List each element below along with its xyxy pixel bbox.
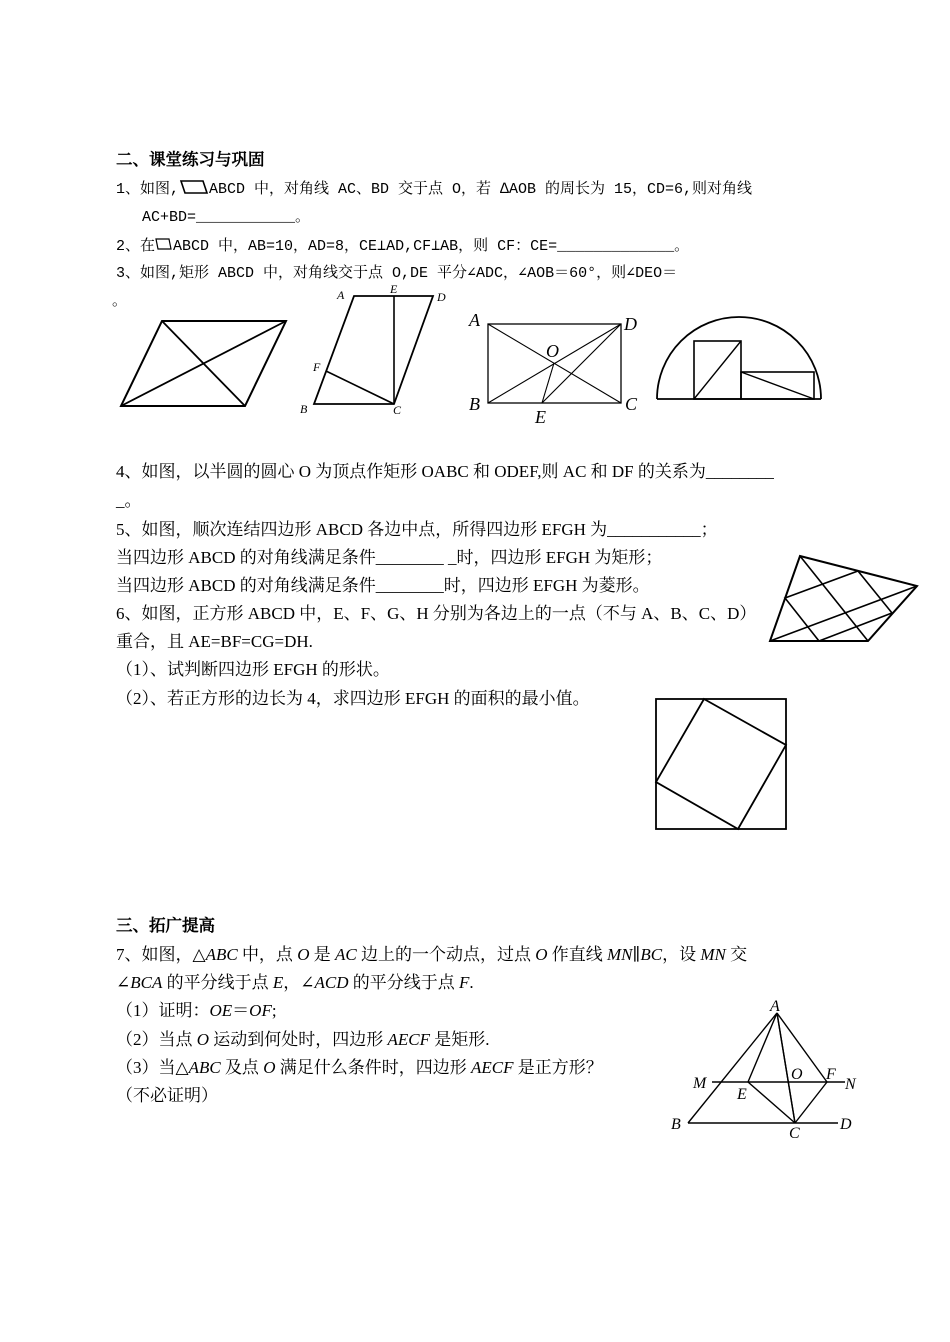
- label-c: C: [393, 403, 402, 417]
- q6-line2: 重合，且 AE=BF=CG=DH.: [116, 632, 313, 651]
- q7-text: 边上的一个动点，过点: [356, 945, 536, 964]
- label-e: E: [390, 282, 398, 296]
- section3-heading: 三、拓广提高: [116, 916, 215, 935]
- q5-line2: 当四边形 ABCD 的对角线满足条件________ _时，四边形 EFGH 为矩形；: [116, 548, 663, 567]
- q7-text: ，∠: [283, 973, 315, 992]
- q6-line4: （2）、若正方形的边长为 4，求四边形 EFGH 的面积的最小值。: [116, 689, 590, 708]
- label-a: A: [770, 998, 780, 1015]
- label-a: A: [337, 288, 345, 302]
- label-d: D: [624, 314, 637, 334]
- label-o: O: [546, 341, 559, 361]
- q7-var-abc: ABC: [205, 945, 238, 964]
- segment-ae: [748, 1013, 777, 1082]
- q7-text: 的平分线于点: [348, 973, 459, 992]
- q7-text: .: [469, 973, 474, 992]
- q1-number: 1、如图,: [116, 181, 180, 198]
- q1-text-a: ABCD 中，对角线 AC、BD 交于点 O，若 ∆AOB 的周长为 15，CD=6,则对角线: [209, 181, 753, 198]
- segment-ce: [748, 1082, 795, 1123]
- q7-text: ＝: [232, 1001, 250, 1020]
- q7-text: （1）证明：: [116, 1001, 210, 1020]
- q7-text: 7、如图，△: [116, 945, 206, 964]
- q7-var-e: E: [272, 973, 284, 992]
- label-c: C: [625, 394, 638, 414]
- label-d: D: [840, 1116, 852, 1133]
- label-o: O: [791, 1066, 803, 1083]
- q7-var-abc: ABC: [188, 1058, 221, 1077]
- q1-line2: AC+BD=___________。: [142, 209, 311, 226]
- q7-text: 交: [725, 945, 748, 964]
- q7-text: 中，点: [237, 945, 298, 964]
- q7-var-acd: ACD: [314, 973, 349, 992]
- q7-text: （2）当点: [116, 1030, 197, 1049]
- label-b: B: [300, 402, 308, 416]
- label-e: E: [535, 407, 546, 427]
- q7-text: 是正方形？: [513, 1058, 603, 1077]
- q7-var-o: O: [196, 1030, 210, 1049]
- q2-text: ABCD 中，AB=10，AD=8，CE⊥AD,CF⊥AB，则 CF：CE=_____________。: [173, 238, 690, 255]
- q7-text: 运动到何处时，四边形: [209, 1030, 388, 1049]
- label-f: F: [826, 1066, 836, 1083]
- q7-text: 及点: [220, 1058, 264, 1077]
- label-m: M: [693, 1075, 707, 1092]
- q7-text: 是矩形.: [430, 1030, 490, 1049]
- label-a: A: [469, 310, 480, 330]
- q7-var-o: O: [297, 945, 310, 964]
- q7-text: ∥: [632, 945, 641, 964]
- q7-text: 满足什么条件时，四边形: [275, 1058, 471, 1077]
- q7-var-bca: BCA: [130, 973, 163, 992]
- q4-line1: 4、如图，以半圆的圆心 O 为顶点作矩形 OABC 和 ODEF,则 AC 和 DF 的关系为________: [116, 462, 774, 481]
- q7-text: （3）当△: [116, 1058, 189, 1077]
- q3-line2: 。: [112, 293, 128, 310]
- segment-cf: [795, 1082, 827, 1123]
- q7-text: ，设: [662, 945, 701, 964]
- label-b: B: [671, 1116, 681, 1133]
- q7-var-o: O: [535, 945, 548, 964]
- q5-line1: 5、如图，顺次连结四边形 ABCD 各边中点，所得四边形 EFGH 为___________；: [116, 520, 718, 539]
- q6-line3: （1）、试判断四边形 EFGH 的形状。: [116, 660, 390, 679]
- label-e: E: [737, 1086, 747, 1103]
- q7-var-f: F: [459, 973, 470, 992]
- q6-line1: 6、如图，正方形 ABCD 中，E、F、G、H 分别为各边上的一点（不与 A、B、C、D）: [116, 604, 757, 623]
- q7-var-o: O: [263, 1058, 276, 1077]
- label-n: N: [845, 1076, 856, 1093]
- section2-heading: 二、课堂练习与巩固: [116, 150, 265, 169]
- q7-var-oe: OE: [209, 1001, 233, 1020]
- q7-var-mn: MN: [700, 945, 726, 964]
- q7-var-aecf: AECF: [387, 1030, 431, 1049]
- q4-line2: _。: [116, 491, 142, 510]
- q7-text: ∠: [116, 973, 131, 992]
- q2-number: 2、在: [116, 238, 156, 255]
- label-b: B: [469, 394, 480, 414]
- q7-var-mn: MN: [606, 945, 633, 964]
- q7-line6: （不必证明）: [116, 1086, 218, 1105]
- label-c: C: [789, 1125, 800, 1142]
- q7-text: 是: [309, 945, 335, 964]
- label-d: D: [437, 290, 446, 304]
- q5-line3: 当四边形 ABCD 的对角线满足条件________时，四边形 EFGH 为菱形。: [116, 576, 650, 595]
- q7-text: 的平分线于点: [162, 973, 273, 992]
- q7-text: 作直线: [547, 945, 607, 964]
- q7-var-aecf: AECF: [470, 1058, 514, 1077]
- q3-line1: 3、如图,矩形 ABCD 中，对角线交于点 O,DE 平分∠ADC，∠AOB＝60°，则∠DEO＝: [116, 265, 678, 282]
- q7-text: ;: [271, 1001, 277, 1020]
- q7-var-bc: BC: [640, 945, 663, 964]
- label-f: F: [313, 360, 321, 374]
- q7-var-ac: AC: [334, 945, 357, 964]
- q7-var-of: OF: [249, 1001, 272, 1020]
- segment-ab: [688, 1013, 777, 1123]
